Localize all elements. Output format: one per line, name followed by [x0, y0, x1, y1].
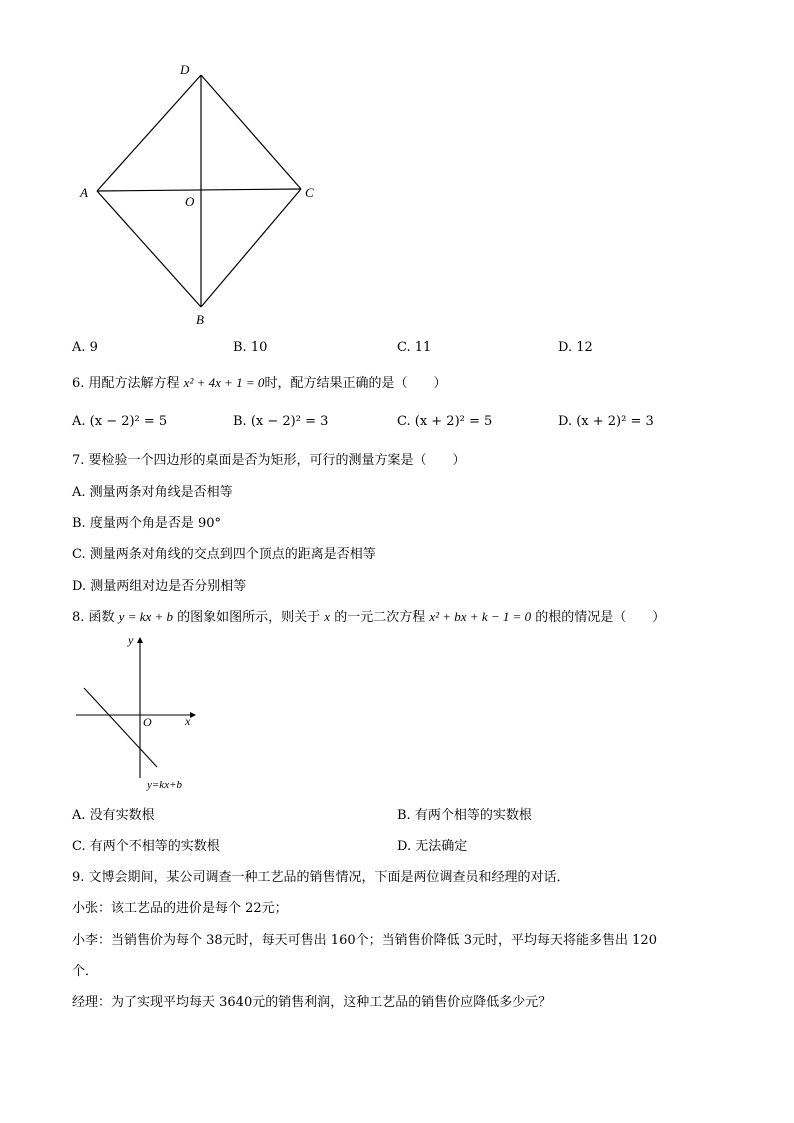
q9-line-li: 小李：当销售价为每个 38元时，每天可售出 160个；当销售价降低 3元时，平均每天将能多售出 120: [72, 933, 657, 948]
q8-equation: x² + bx + k − 1 = 0: [429, 609, 532, 624]
q7-option-b: B. 度量两个角是否是 90°: [72, 516, 221, 531]
q7-stem: 7. 要检验一个四边形的桌面是否为矩形，可行的测量方案是（ ）: [72, 453, 466, 468]
graph-label-x: x: [185, 714, 191, 728]
graph-label-O: O: [143, 715, 152, 729]
q6-option-d: D. (x + 2)² = 3: [558, 414, 654, 429]
q6-option-c: C. (x + 2)² = 5: [397, 414, 493, 429]
q8-option-a: A. 没有实数根: [72, 808, 155, 823]
q8-stem-mid2: 的一元二次方程: [330, 610, 430, 625]
q7-option-c: C. 测量两条对角线的交点到四个顶点的距离是否相等: [72, 547, 376, 562]
graph-label-y: y: [128, 633, 134, 647]
vertex-label-A: A: [80, 185, 88, 200]
graph-caption: y=kx+b: [147, 779, 182, 791]
q5-option-c: C. 11: [397, 340, 432, 355]
q8-stem-mid: 的图象如图所示，则关于: [173, 610, 325, 625]
center-label-O: O: [185, 194, 195, 209]
q7-option-a: A. 测量两条对角线是否相等: [72, 485, 233, 500]
q6-stem-prefix: 6. 用配方法解方程: [72, 376, 184, 391]
q8-option-d: D. 无法确定: [397, 839, 468, 854]
q6-option-a: A. (x − 2)² = 5: [72, 414, 168, 429]
q8-option-b: B. 有两个相等的实数根: [397, 808, 532, 823]
x-axis-arrow-icon: [190, 712, 196, 718]
q6-equation: x² + 4x + 1 = 0: [183, 375, 265, 390]
q8-stem-prefix: 8. 函数: [72, 610, 119, 625]
q8-option-c: C. 有两个不相等的实数根: [72, 839, 220, 854]
y-axis-arrow-icon: [137, 637, 143, 643]
q8-function: y = kx + b: [118, 609, 174, 624]
vertex-label-B: B: [196, 312, 204, 327]
q8-variable: x: [324, 609, 331, 624]
q5-option-b: B. 10: [233, 340, 268, 355]
vertex-label-D: D: [180, 62, 190, 77]
q9-line-manager: 经理：为了实现平均每天 3640元的销售利润，这种工艺品的销售价应降低多少元？: [72, 995, 552, 1010]
q9-stem: 9. 文博会期间，某公司调查一种工艺品的销售情况，下面是两位调查员和经理的对话．: [72, 870, 570, 885]
q8-stem-suffix: 的根的情况是（ ）: [531, 610, 666, 625]
q9-line-li-cont: 个．: [72, 964, 99, 979]
q5-option-d: D. 12: [558, 340, 593, 355]
q5-option-a: A. 9: [72, 340, 98, 355]
q7-option-d: D. 测量两组对边是否分别相等: [72, 579, 247, 594]
q6-option-b: B. (x − 2)² = 3: [233, 414, 329, 429]
vertex-label-C: C: [305, 185, 314, 200]
q6-stem-suffix: 时，配方结果正确的是（ ）: [264, 376, 447, 391]
q9-line-zhang: 小张：该工艺品的进价是每个 22元；: [72, 901, 288, 916]
